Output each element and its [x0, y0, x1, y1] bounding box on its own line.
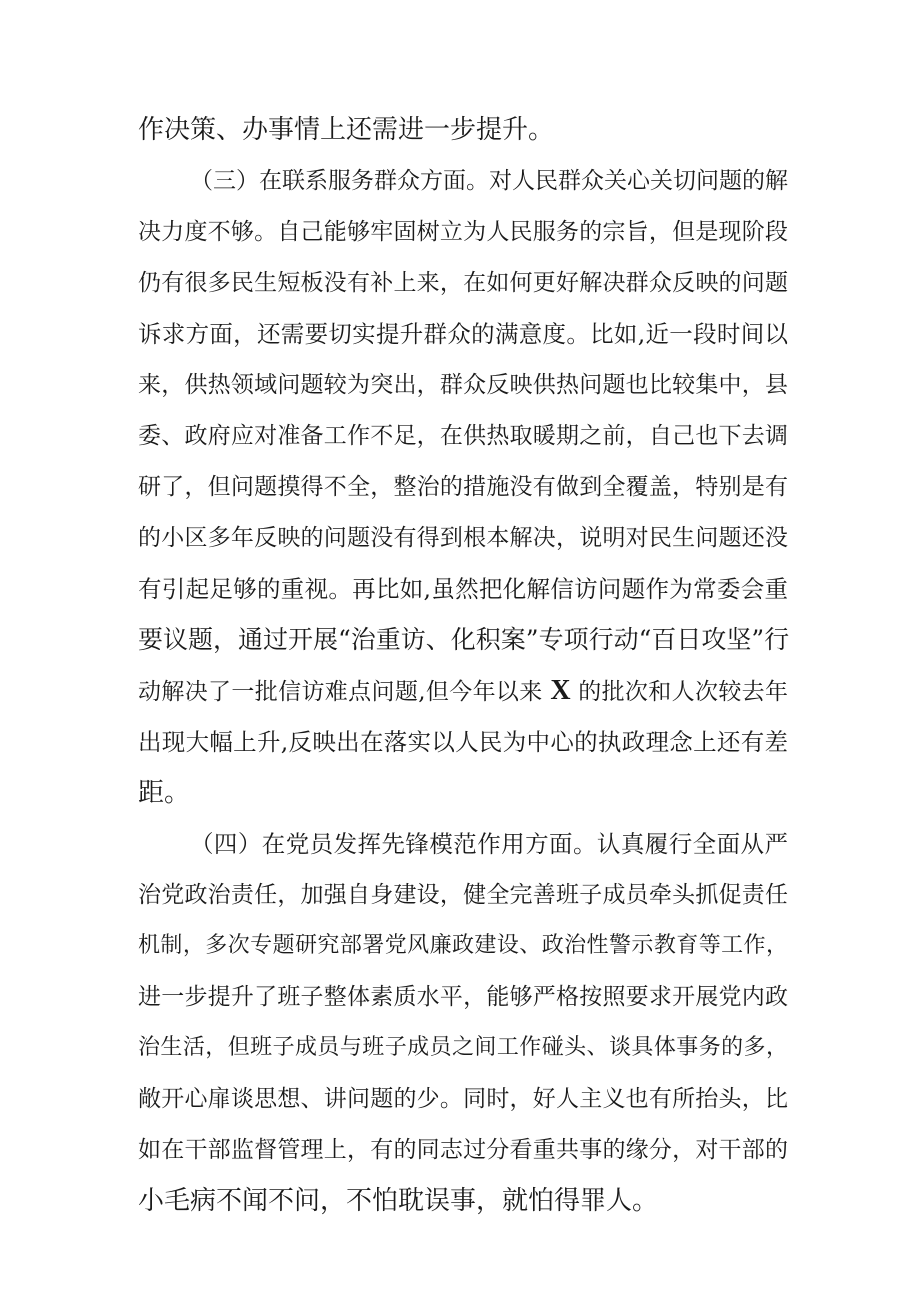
- bold-letter: X: [550, 675, 571, 706]
- paragraph-line-with-bold: [138, 671, 788, 711]
- paragraph-line: 有引起足够的重视。再比如,虽然把化解信访问题作为常委会重: [138, 575, 788, 603]
- paragraph-line: 研了，但问题摸得不全，整治的措施没有做到全覆盖，特别是有: [138, 474, 788, 500]
- paragraph-line: 来，供热领域问题较为突出，群众反映供热问题也比较集中，县: [138, 372, 788, 398]
- paragraph-line: 敞开心扉谈思想、讲问题的少。同时，好人主义也有所抬头，比: [138, 1086, 788, 1112]
- paragraph-line: 决力度不够。自己能够牢固树立为人民服务的宗旨，但是现阶段: [138, 219, 788, 245]
- paragraph-line: 作决策、办事情上还需进一步提升。: [138, 115, 555, 145]
- line-segment: 动解决了一批信访难点问题,但今年以来: [138, 679, 543, 705]
- paragraph-line: 如在干部监督管理上，有的同志过分看重共事的缘分，对干部的: [138, 1137, 788, 1163]
- paragraph-line: 仍有很多民生短板没有补上来，在如何更好解决群众反映的问题: [138, 270, 788, 296]
- paragraph-line: 小毛病不闻不问，不怕耽误事，就怕得罪人。: [138, 1186, 659, 1216]
- paragraph-line: （三）在联系服务群众方面。对人民群众关心关切问题的解: [190, 168, 788, 194]
- line-segment: 的批次和人次较去年: [578, 679, 789, 705]
- paragraph-line: 治党政治责任，加强自身建设，健全完善班子成员牵头抓促责任: [138, 882, 788, 908]
- paragraph-line: 距。: [138, 778, 191, 808]
- paragraph-line: 出现大幅上升,反映出在落实以人民为中心的执政理念上还有差: [138, 728, 788, 756]
- paragraph-line: 诉求方面，还需要切实提升群众的满意度。比如,近一段时间以: [138, 320, 788, 348]
- paragraph-line: 进一步提升了班子整体素质水平，能够严格按照要求开展党内政: [138, 984, 788, 1010]
- paragraph-line: 委、政府应对准备工作不足，在供热取暖期之前，自己也下去调: [138, 423, 788, 449]
- paragraph-line: （四）在党员发挥先锋模范作用方面。认真履行全面从严: [190, 830, 788, 858]
- paragraph-line: 治生活，但班子成员与班子成员之间工作碰头、谈具体事务的多，: [138, 1035, 788, 1060]
- paragraph-line: 机制，多次专题研究部署党风廉政建设、政治性警示教育等工作，: [138, 933, 788, 958]
- paragraph-line: 的小区多年反映的问题没有得到根本解决，说明对民生问题还没: [138, 525, 788, 551]
- paragraph-line: 要议题，通过开展“治重访、化积案”专项行动“百日攻坚”行: [138, 625, 790, 654]
